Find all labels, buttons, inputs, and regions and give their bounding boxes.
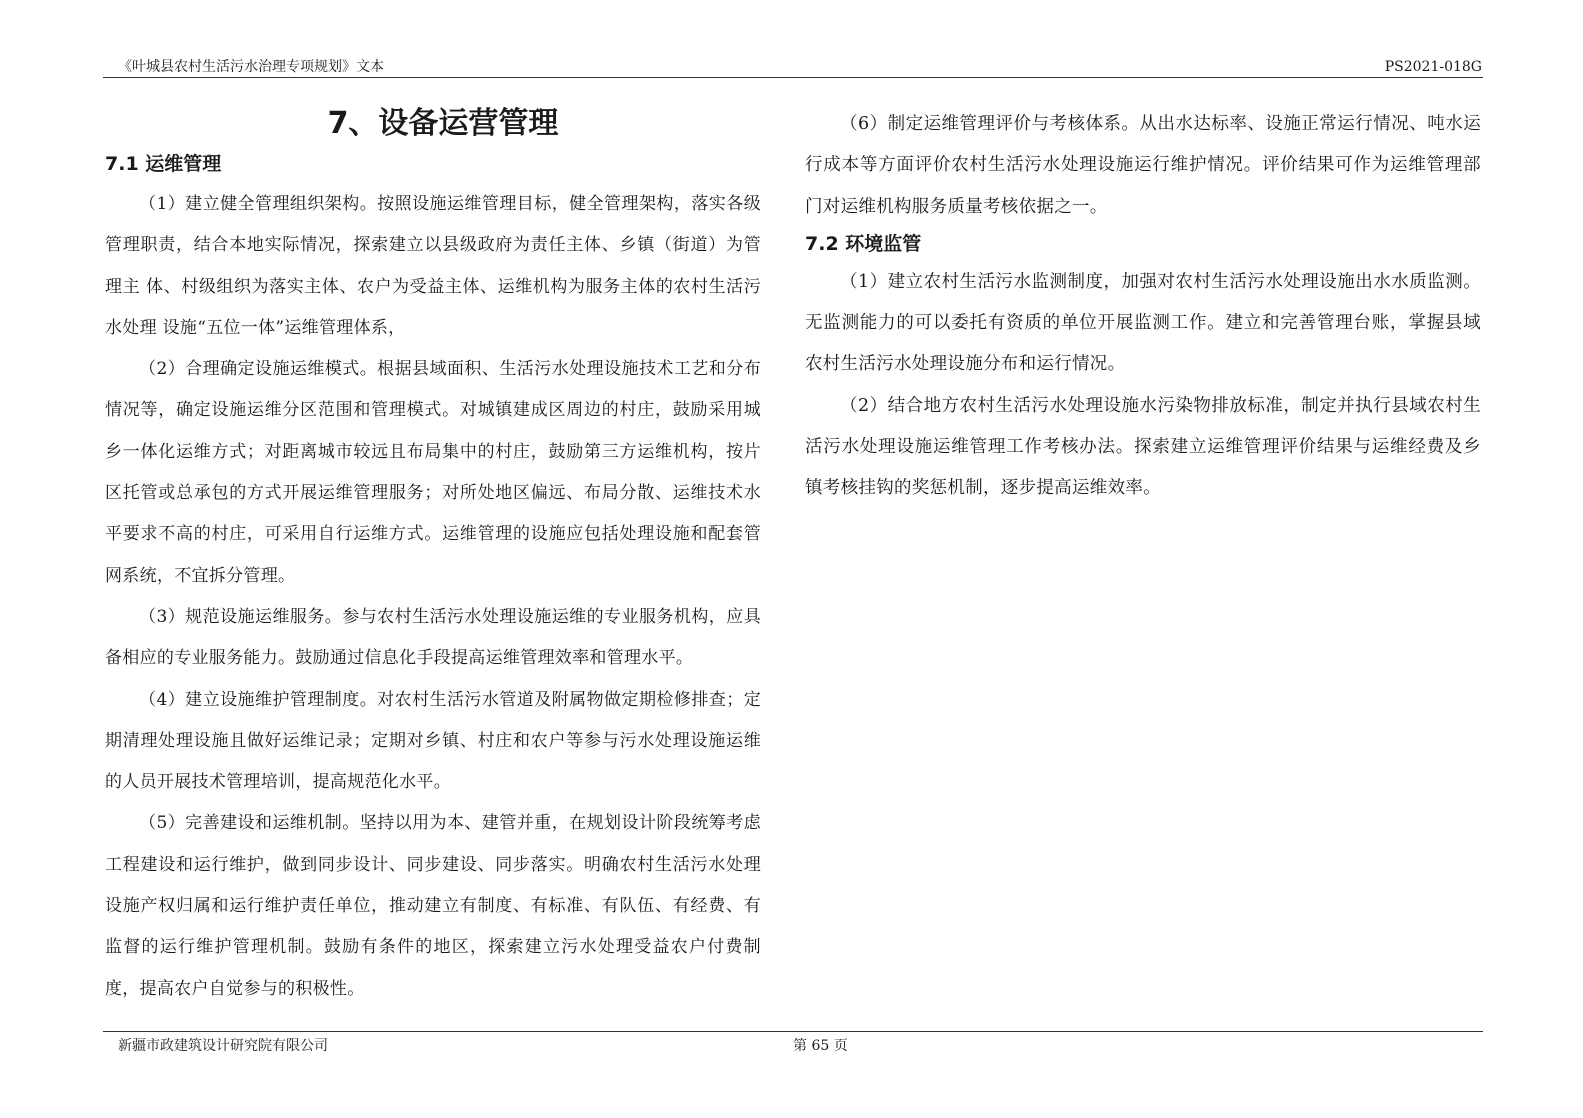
section-heading-env: 7.2 环境监管 <box>805 232 922 255</box>
left-column <box>105 104 761 1010</box>
footer-organization: 新疆市政建筑设计研究院有限公司 <box>118 1038 328 1054</box>
right-column <box>805 104 1481 510</box>
paragraph-env-2: （2）结合地方农村生活污水处理设施水污染物排放标准，制定并执行县域农村生活污水处理设施运维管理工作考核办法。探索建立运维管理评价结果与运维经费及乡镇考核挂钩的奖惩机制，逐步提高运维效率。 <box>805 395 1481 499</box>
section-heading-ops: 7.1 运维管理 <box>105 153 222 175</box>
paragraph-env-1: （1）建立农村生活污水监测制度，加强对农村生活污水处理设施出水水质监测。无监测能力的可以委托有资质的单位开展监测工作。建立和完善管理台账，掌握县域农村生活污水处理设施分布和运行情况。 <box>805 271 1481 375</box>
paragraph-ops-4: （4）建立设施维护管理制度。对农村生活污水管道及附属物做定期检修排查；定期清理处理设施且做好运维记录；定期对乡镇、村庄和农户等参与污水处理设施运维的人员开展技术管理培训，提高规范化水平。 <box>105 689 761 793</box>
page-number: 第 65 页 <box>793 1038 848 1054</box>
chapter-title: 7、设备运营管理 <box>327 106 559 141</box>
document-code: PS2021-018G <box>1384 59 1482 75</box>
paragraph-ops-3: （3）规范设施运维服务。参与农村生活污水处理设施运维的专业服务机构，应具备相应的专业服务能力。鼓励通过信息化手段提高运维管理效率和管理水平。 <box>105 606 761 669</box>
footer-rule <box>103 1031 1483 1032</box>
document-header-title: 《叶城县农村生活污水治理专项规划》文本 <box>118 59 384 75</box>
header-rule <box>103 77 1483 78</box>
paragraph-ops-6: （6）制定运维管理评价与考核体系。从出水达标率、设施正常运行情况、吨水运行成本等方面评价农村生活污水处理设施运行维护情况。评价结果可作为运维管理部门对运维机构服务质量考核依据之一。 <box>805 114 1481 217</box>
paragraph-ops-1: （1）建立健全管理组织架构。按照设施运维管理目标，健全管理架构，落实各级管理职责，结合本地实际情况，探索建立以县级政府为责任主体、乡镇（街道）为管理主 体、村级组织为落实主体、农户为受益主体、运维机构为服务主体的农村生活污水处理 设施“五位一体”运维管理体系， <box>105 194 761 338</box>
paragraph-ops-2: （2）合理确定设施运维模式。根据县域面积、生活污水处理设施技术工艺和分布情况等，确定设施运维分区范围和管理模式。对城镇建成区周边的村庄，鼓励采用城乡一体化运维方式；对距离城市较远且布局集中的村庄，鼓励第三方运维机构，按片区托管或总承包的方式开展运维管理服务；对所处地区偏远、布局分散、运维技术水平要求不高的村庄，可采用自行运维方式。运维管理的设施应包括处理设施和配套管网系统，不宜拆分管理。 <box>105 359 761 586</box>
paragraph-ops-5: （5）完善建设和运维机制。坚持以用为本、建管并重，在规划设计阶段统筹考虑工程建设和运行维护，做到同步设计、同步建设、同步落实。明确农村生活污水处理设施产权归属和运行维护责任单位，推动建立有制度、有标准、有队伍、有经费、有监督的运行维护管理机制。鼓励有条件的地区，探索建立污水处理受益农户付费制度，提高农户自觉参与的积极性。 <box>105 813 761 999</box>
